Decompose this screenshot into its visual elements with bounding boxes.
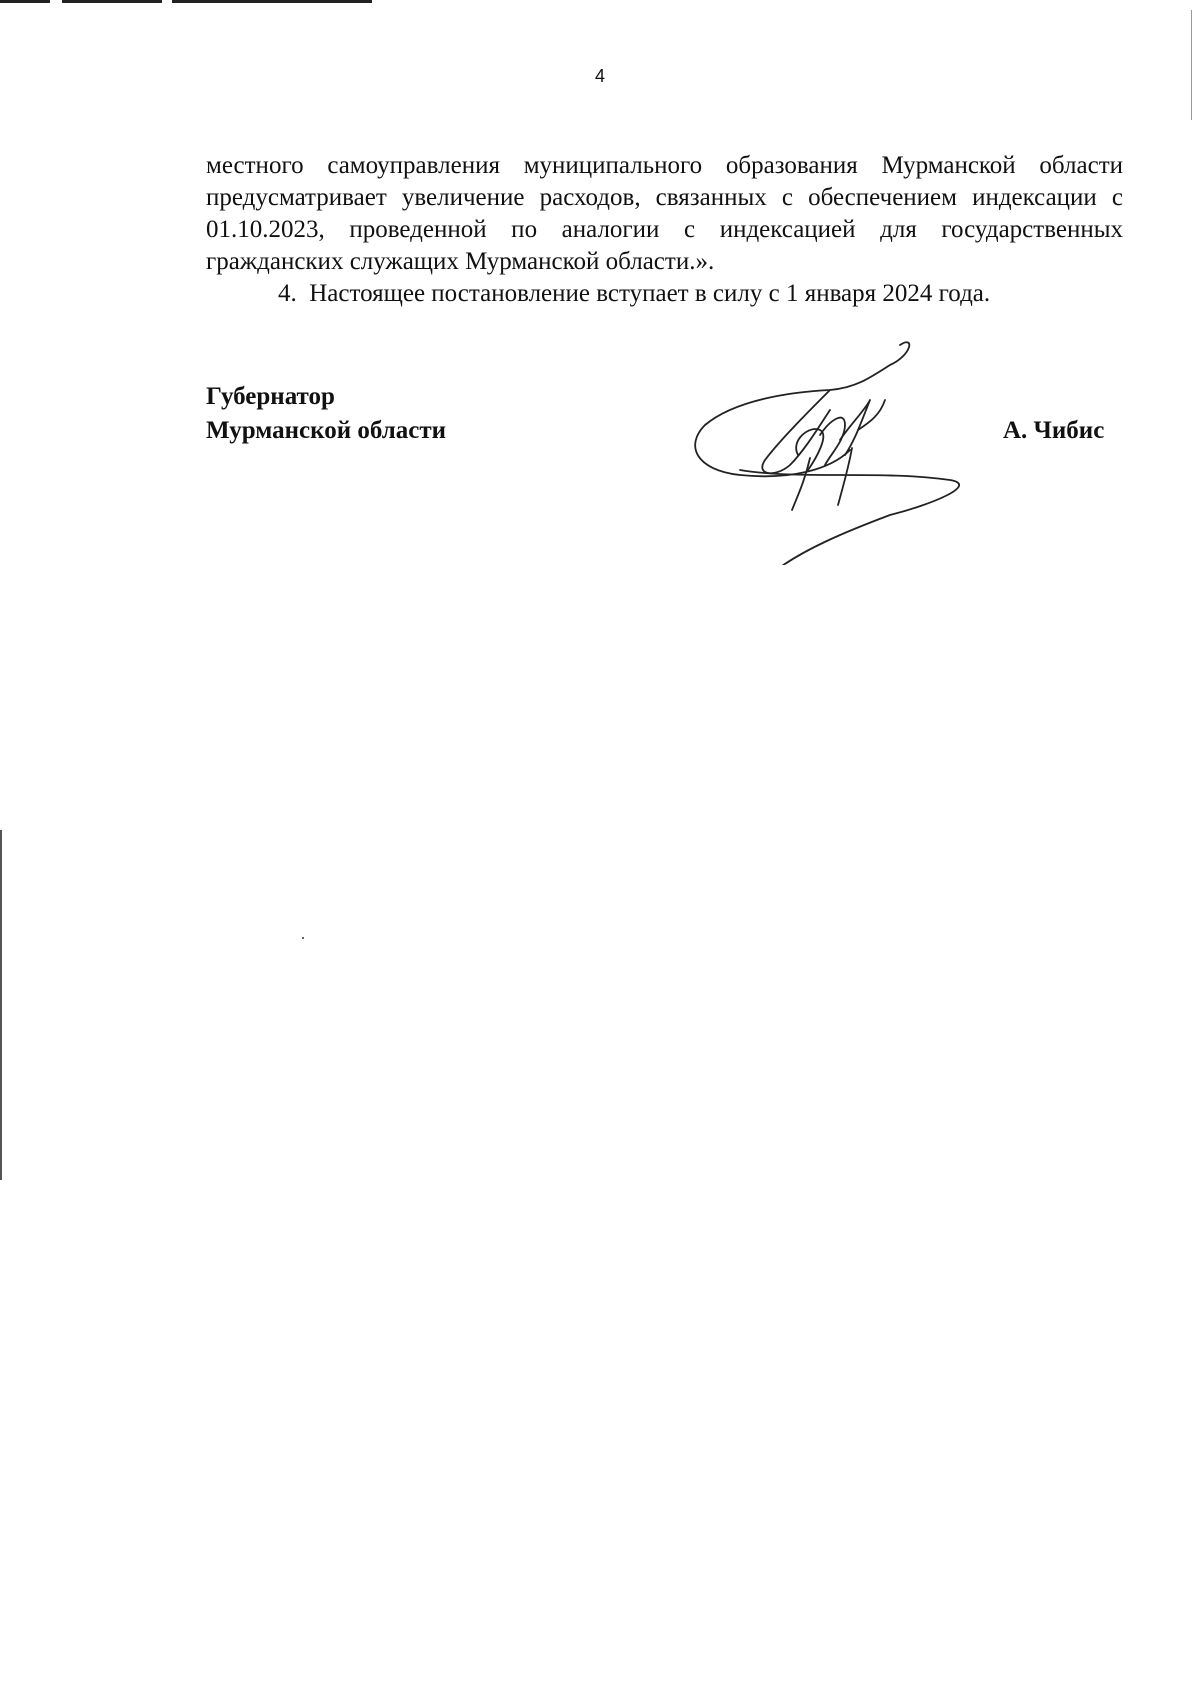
scan-artifact-top [0, 0, 1200, 5]
signatory-title-line-2: Мурманской области [206, 417, 447, 444]
signatory-name: А. Чибис [1003, 417, 1105, 444]
paragraph-continuation: местного самоуправления муниципального образования Мурманской области предусматривает увеличение расходов, связанных с обеспечением индексации с 01.10.2023, проведенной по аналогии с индексацией для государственных гражданских служащих Мурманской области.». [206, 152, 1123, 275]
paragraph-item-4: 4. Настоящее постановление вступает в силу с 1 января 2024 года. [278, 280, 991, 307]
page-number: 4 [594, 66, 605, 86]
scan-artifact-right [1191, 10, 1192, 120]
signatory-title-line-1: Губернатор [206, 383, 335, 410]
signatory-title [206, 380, 446, 448]
scan-speck [302, 937, 304, 939]
document-body [206, 150, 1123, 310]
handwritten-signature [680, 330, 980, 565]
scan-artifact-left [0, 830, 2, 1180]
